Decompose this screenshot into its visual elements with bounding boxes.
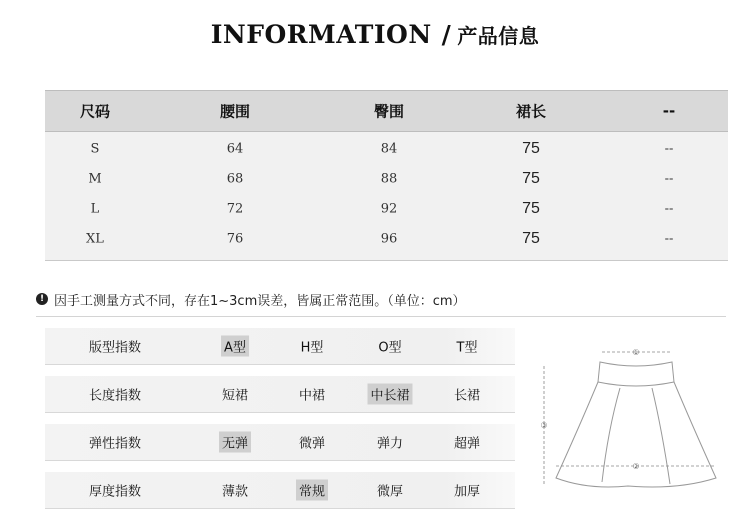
index-option: 加厚 [453,484,481,500]
index-table [45,328,515,520]
table-row [45,224,728,254]
skirt-measurement-diagram [528,330,743,510]
index-option: 无弹 [219,432,251,453]
warning-icon: ! [36,293,48,305]
index-label: 长度指数 [89,388,142,404]
index-option: H型 [300,340,324,356]
skirt-fold [602,388,620,482]
index-option: 长裙 [453,388,481,404]
header-waist: 腰围 [219,102,251,121]
page-title [0,20,750,49]
length-marker: ③ [540,421,548,430]
index-option: 弹力 [376,436,404,452]
extra-cell: -- [664,201,674,217]
size-table-body [45,132,728,261]
hip-cell: 88 [380,171,398,187]
index-option: 中长裙 [367,384,412,405]
title-en: INFORMATION [210,20,432,49]
index-row-fit [45,328,515,365]
waist-marker: ① [632,348,640,357]
length-cell: 75 [522,230,540,247]
skirt-body [556,382,716,487]
length-cell: 75 [522,200,540,217]
index-row-thickness [45,472,515,509]
index-option: 微弹 [298,436,326,452]
length-cell: 75 [522,140,540,157]
size-cell: M [88,171,102,187]
hip-cell: 96 [380,231,398,247]
extra-cell: -- [664,171,674,187]
hem-marker: ② [632,462,640,471]
table-row [45,134,728,164]
extra-cell: -- [664,231,674,247]
header-length: 裙长 [515,102,547,121]
size-table-header [45,90,728,132]
index-option: 微厚 [376,484,404,500]
extra-cell: -- [664,141,674,157]
table-row [45,164,728,194]
measurement-note [36,288,726,317]
note-text: 因手工测量方式不同，存在1~3cm误差，皆属正常范围。（单位：cm） [54,293,466,309]
length-cell: 75 [522,170,540,187]
waist-cell: 64 [226,141,244,157]
hip-cell: 92 [380,201,398,217]
hip-cell: 84 [380,141,398,157]
index-label: 版型指数 [89,340,142,356]
size-cell: XL [86,231,104,247]
index-label: 厚度指数 [89,484,142,500]
index-option: A型 [221,336,249,357]
waist-cell: 76 [226,231,244,247]
title-cn: 产品信息 [457,24,540,48]
waist-cell: 68 [226,171,244,187]
size-table [45,90,728,261]
index-option: 短裙 [221,388,249,404]
index-option: 超弹 [453,436,481,452]
skirt-waistband [598,362,674,386]
index-option: 常规 [296,480,328,501]
index-label: 弹性指数 [89,436,142,452]
header-hip: 臀围 [373,102,405,121]
index-option: O型 [378,340,402,356]
table-row [45,194,728,224]
waist-cell: 72 [226,201,244,217]
index-row-length [45,376,515,413]
index-option: T型 [456,340,478,356]
header-extra: -- [662,102,676,120]
index-option: 薄款 [221,484,249,500]
index-option: 中裙 [298,388,326,404]
size-cell: L [90,201,100,217]
skirt-fold [652,388,670,484]
header-size: 尺码 [79,102,111,121]
index-row-elasticity [45,424,515,461]
size-cell: S [90,141,100,157]
title-separator: / [441,20,452,49]
